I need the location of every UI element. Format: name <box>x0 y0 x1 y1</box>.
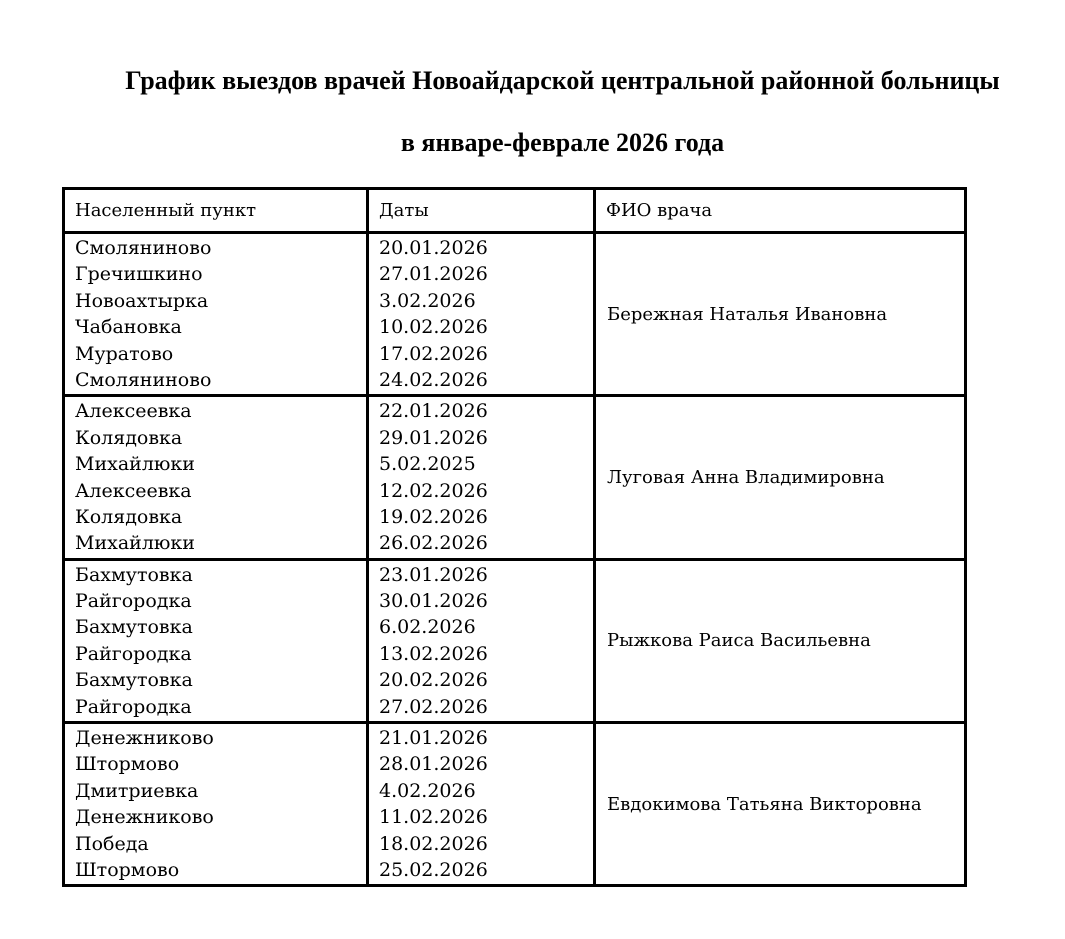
table-row <box>64 396 966 559</box>
doctor-name: Луговая Анна Владимировна <box>595 396 966 559</box>
dates-cell <box>368 723 595 886</box>
header-doctor: ФИО врача <box>595 189 966 233</box>
settlement: Алексеевка <box>75 400 192 423</box>
visit-date: 10.02.2026 <box>379 316 488 339</box>
visit-date: 20.01.2026 <box>379 237 488 259</box>
settlement: Колядовка <box>75 505 183 528</box>
visit-date: 11.02.2026 <box>379 806 488 829</box>
settlement: Штормово <box>75 858 180 881</box>
settlement-cell <box>64 723 368 886</box>
table-row <box>64 559 966 722</box>
visit-date: 18.02.2026 <box>379 832 488 855</box>
visit-date: 26.02.2026 <box>379 532 488 555</box>
visit-date: 21.01.2026 <box>379 727 488 750</box>
visit-date: 28.01.2026 <box>379 753 488 776</box>
settlement: Муратово <box>75 342 174 365</box>
settlement: Денежниково <box>75 727 214 750</box>
settlement: Алексеевка <box>75 479 192 502</box>
settlement-cell <box>64 559 368 722</box>
visit-date: 13.02.2026 <box>379 642 488 665</box>
settlement-cell <box>64 233 368 396</box>
visit-date: 5.02.2025 <box>379 453 476 476</box>
visit-date: 17.02.2026 <box>379 342 488 365</box>
settlement: Михайлюки <box>75 453 195 476</box>
settlement: Смоляниново <box>75 237 212 259</box>
dates-cell <box>368 559 595 722</box>
table-header-row <box>64 189 966 233</box>
visit-date: 6.02.2026 <box>379 616 476 639</box>
page-title: График выездов врачей Новоайдарской центральной районной больницы <box>125 66 1000 95</box>
settlement: Бахмутовка <box>75 669 193 692</box>
header-settlement: Населенный пункт <box>64 189 368 233</box>
dates-cell <box>368 233 595 396</box>
settlement: Колядовка <box>75 426 183 449</box>
table-row <box>64 233 966 396</box>
settlement: Бахмутовка <box>75 616 193 639</box>
settlement: Штормово <box>75 753 180 776</box>
visit-date: 12.02.2026 <box>379 479 488 502</box>
visit-date: 4.02.2026 <box>379 779 476 802</box>
settlement: Смоляниново <box>75 368 212 391</box>
visit-date: 27.02.2026 <box>379 695 488 718</box>
doctor-name: Евдокимова Татьяна Викторовна <box>595 723 966 886</box>
page-subtitle: в январе-феврале 2026 года <box>400 128 725 157</box>
header-dates: Даты <box>368 189 595 233</box>
settlement: Чабановка <box>75 316 182 339</box>
settlement: Новоахтырка <box>75 289 209 312</box>
settlement: Победа <box>75 832 149 855</box>
settlement: Михайлюки <box>75 532 195 555</box>
settlement: Райгородка <box>75 590 192 613</box>
visit-date: 27.01.2026 <box>379 263 488 286</box>
visit-date: 3.02.2026 <box>379 289 476 312</box>
doctor-name: Бережная Наталья Ивановна <box>595 233 966 396</box>
visit-date: 29.01.2026 <box>379 426 488 449</box>
settlement: Гречишкино <box>75 263 203 286</box>
schedule-table <box>62 187 967 887</box>
visit-date: 25.02.2026 <box>379 858 488 881</box>
settlement: Дмитриевка <box>75 779 199 802</box>
visit-date: 23.01.2026 <box>379 563 488 586</box>
visit-date: 20.02.2026 <box>379 669 488 692</box>
visit-date: 19.02.2026 <box>379 505 488 528</box>
settlement: Денежниково <box>75 806 214 829</box>
doctor-name: Рыжкова Раиса Васильевна <box>595 559 966 722</box>
visit-date: 30.01.2026 <box>379 590 488 613</box>
table-row <box>64 723 966 886</box>
dates-cell <box>368 396 595 559</box>
settlement: Райгородка <box>75 695 192 718</box>
settlement: Бахмутовка <box>75 563 193 586</box>
visit-date: 24.02.2026 <box>379 368 488 391</box>
settlement: Райгородка <box>75 642 192 665</box>
settlement-cell <box>64 396 368 559</box>
visit-date: 22.01.2026 <box>379 400 488 423</box>
